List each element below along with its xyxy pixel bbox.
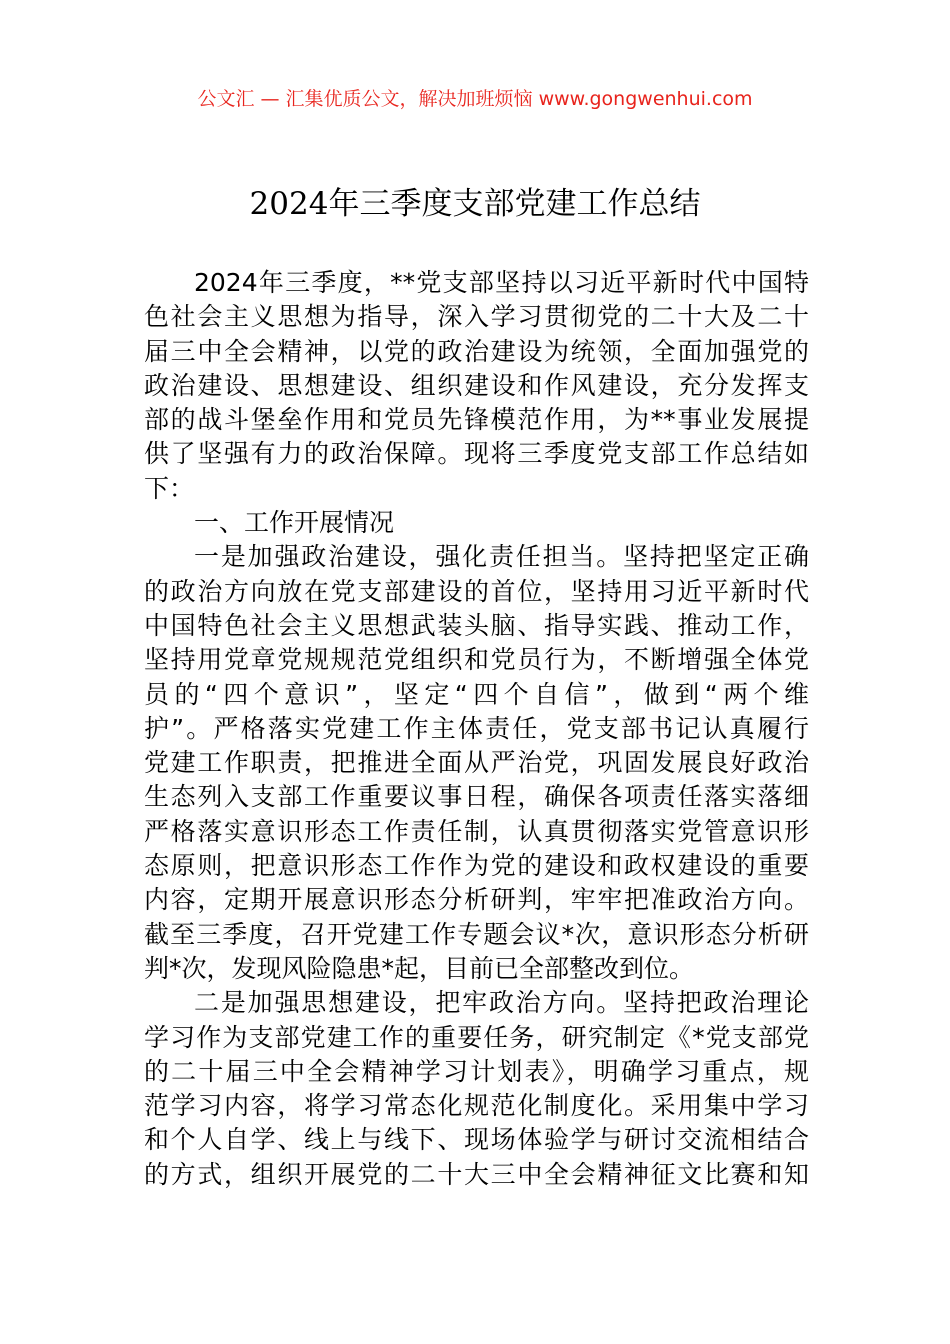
paragraph-line: 政治建设、思想建设、组织建设和作风建设，充分发挥支 bbox=[144, 370, 809, 400]
paragraph-line: 护”。严格落实党建工作主体责任，党支部书记认真履行 bbox=[144, 713, 809, 743]
paragraph-line: 态原则，把意识形态工作作为党的建设和政权建设的重要 bbox=[144, 851, 809, 881]
paragraph-line: 员的“四个意识”，坚定“四个自信”，做到“两个维 bbox=[144, 679, 809, 709]
paragraph-line: 下： bbox=[144, 473, 195, 503]
paragraph-line: 内容，定期开展意识形态分析研判，牢牢把准政治方向。 bbox=[144, 885, 809, 915]
section-heading: 一、工作开展情况 bbox=[194, 508, 395, 538]
paragraph-line: 二是加强思想建设，把牢政治方向。坚持把政治理论 bbox=[194, 988, 809, 1018]
paragraph-line: 学习作为支部党建工作的重要任务，研究制定《*党支部党 bbox=[144, 1022, 809, 1052]
document-title: 2024年三季度支部党建工作总结 bbox=[249, 186, 701, 222]
paragraph-line: 中国特色社会主义思想武装头脑、指导实践、推动工作， bbox=[144, 610, 809, 640]
document-body bbox=[144, 266, 809, 1192]
paragraph-line: 生态列入支部工作重要议事日程，确保各项责任落实落细 bbox=[144, 782, 809, 812]
paragraph-line: 部的战斗堡垒作用和党员先锋模范作用，为**事业发展提 bbox=[144, 405, 809, 435]
paragraph-line: 色社会主义思想为指导，深入学习贯彻党的二十大及二十 bbox=[144, 302, 809, 332]
paragraph-line: 的方式，组织开展党的二十大三中全会精神征文比赛和知 bbox=[144, 1159, 809, 1189]
site-header-banner: 公文汇 — 汇集优质公文，解决加班烦恼 www.gongwenhui.com bbox=[197, 88, 753, 110]
paragraph-line: 严格落实意识形态工作责任制，认真贯彻落实党管意识形 bbox=[144, 816, 809, 846]
paragraph-line: 一是加强政治建设，强化责任担当。坚持把坚定正确 bbox=[194, 542, 809, 572]
paragraph-line: 截至三季度，召开党建工作专题会议*次，意识形态分析研 bbox=[144, 919, 809, 949]
paragraph-line: 2024年三季度，**党支部坚持以习近平新时代中国特 bbox=[194, 268, 809, 297]
paragraph-line: 判*次，发现风险隐患*起，目前已全部整改到位。 bbox=[144, 953, 695, 983]
paragraph-line: 的政治方向放在党支部建设的首位，坚持用习近平新时代 bbox=[144, 576, 809, 606]
paragraph-line: 供了坚强有力的政治保障。现将三季度党支部工作总结如 bbox=[144, 439, 809, 469]
paragraph-line: 的二十届三中全会精神学习计划表》，明确学习重点，规 bbox=[144, 1056, 809, 1086]
paragraph-line: 和个人自学、线上与线下、现场体验学与研讨交流相结合 bbox=[144, 1125, 809, 1155]
paragraph-line: 党建工作职责，把推进全面从严治党，巩固发展良好政治 bbox=[144, 748, 809, 778]
paragraph-line: 届三中全会精神，以党的政治建设为统领，全面加强党的 bbox=[144, 336, 809, 366]
paragraph-line: 坚持用党章党规规范党组织和党员行为，不断增强全体党 bbox=[144, 645, 809, 675]
paragraph-line: 范学习内容，将学习常态化规范化制度化。采用集中学习 bbox=[144, 1091, 809, 1121]
